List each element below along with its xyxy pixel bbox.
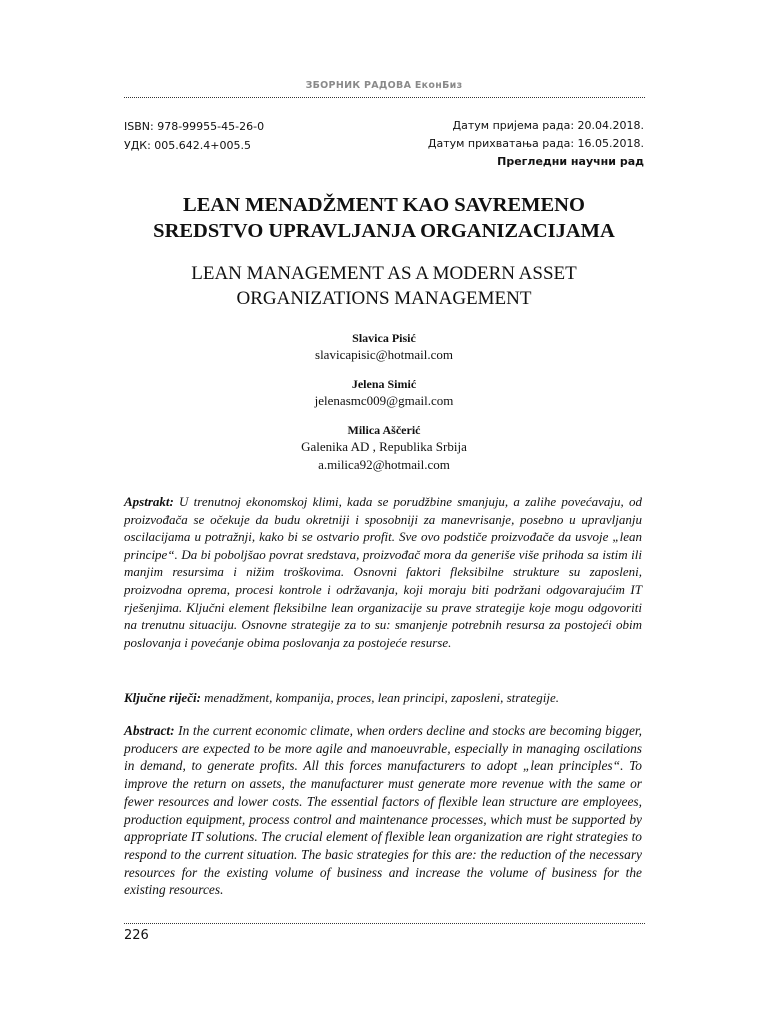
keywords <box>124 689 642 707</box>
title-english-line: ORGANIZATIONS MANAGEMENT <box>236 288 532 309</box>
title-english-line: LEAN MANAGEMENT AS A MODERN ASSET <box>191 263 577 284</box>
meta-right <box>428 117 644 171</box>
page-number: 226 <box>124 928 149 943</box>
keywords-text: menadžment, kompanija, proces, lean principi, zaposleni, strategije. <box>204 690 559 705</box>
title-serbian-line: LEAN MENADŽMENT KAO SAVREMENO <box>183 194 585 216</box>
authors-block <box>0 330 768 486</box>
author-email: a.milica92@hotmail.com <box>318 457 450 472</box>
paper-type: Прегледни научни рад <box>497 155 644 168</box>
abstract-serbian-label: Apstrakt: <box>124 494 180 509</box>
keywords-label: Ključne riječi: <box>124 690 205 705</box>
abstract-english <box>124 722 642 899</box>
author-entry <box>0 330 768 364</box>
author-email: jelenasmc009@gmail.com <box>314 393 454 408</box>
udk-text: УДК: 005.642.4+005.5 <box>124 139 251 152</box>
author-name: Jelena Simić <box>351 377 417 391</box>
author-name: Milica Aščerić <box>347 423 421 437</box>
meta-left <box>124 117 264 155</box>
abstract-serbian-text: U trenutnoj ekonomskoj klimi, kada se porudžbine smanjuju, a zalihe povećavaju, od proizvođača se očekuje da budu okretniji i sposobniji za manevrisanje, posebno u upravljanju oscilacijama u potražnji, kako bi se ostvario profit. Sve ovo podstiče proizvođače da usvoje „lean principe“. Da bi poboljšao povrat sredstava, proizvođač mora da generiše više prihoda sa istim ili manjim resursima i nižim troškovima. Osnovni faktori fleksibilne strukture su zaposleni, proizvodna oprema, procesi kontrole i održavanja, koji moraju biti podržani odgovarajućim IT rješenjima. Ključni element fleksibilne lean organizacije su prave strategije koje mogu odgovoriti na trenutnu situaciju. Osnovne strategije za to su: smanjenje potrebnih resursa za postojeći obim poslovanja i povećanje obima poslovanja za postojeće resurse. <box>124 494 642 650</box>
accepted-date: Датум прихватања рада: 16.05.2018. <box>427 137 644 150</box>
abstract-english-label: Abstract: <box>124 723 179 738</box>
author-entry <box>0 376 768 410</box>
footer-divider <box>124 923 645 924</box>
abstract-english-text: In the current economic climate, when orders decline and stocks are becoming bigger, producers are expected to be more agile and manoeuvrable, especially in managing oscilations in demand, to generate profits. All this forces manufacturers to adopt „lean principles“. To improve the return on assets, the manufacturer must generate more revenue with the same or fewer resources and lower costs. The essential factors of flexible lean structure are employees, production equipment, process control and maintenance processes, which must be supported by appropriate IT solutions. The crucial element of flexible lean organization are right strategies to respond to the current situation. The basic strategies for this are: the reduction of the necessary resources for the existing volume of business and increase the volume of business for the existing resources. <box>124 723 643 898</box>
isbn-text: ISBN: 978-99955-45-26-0 <box>124 120 265 133</box>
author-name: Slavica Pisić <box>352 331 416 345</box>
header-divider <box>124 97 645 98</box>
author-email: slavicapisic@hotmail.com <box>315 347 453 362</box>
author-entry <box>0 422 768 474</box>
abstract-serbian <box>124 493 642 651</box>
journal-header: ЗБОРНИК РАДОВА ЕконБиз <box>305 80 463 91</box>
title-serbian <box>80 192 688 244</box>
author-affiliation: Galenika AD , Republika Srbija <box>301 439 467 454</box>
title-serbian-line: SREDSTVO UPRAVLJANJA ORGANIZACIJAMA <box>153 220 615 242</box>
title-english <box>80 261 688 311</box>
received-date: Датум пријема рада: 20.04.2018. <box>452 119 644 132</box>
